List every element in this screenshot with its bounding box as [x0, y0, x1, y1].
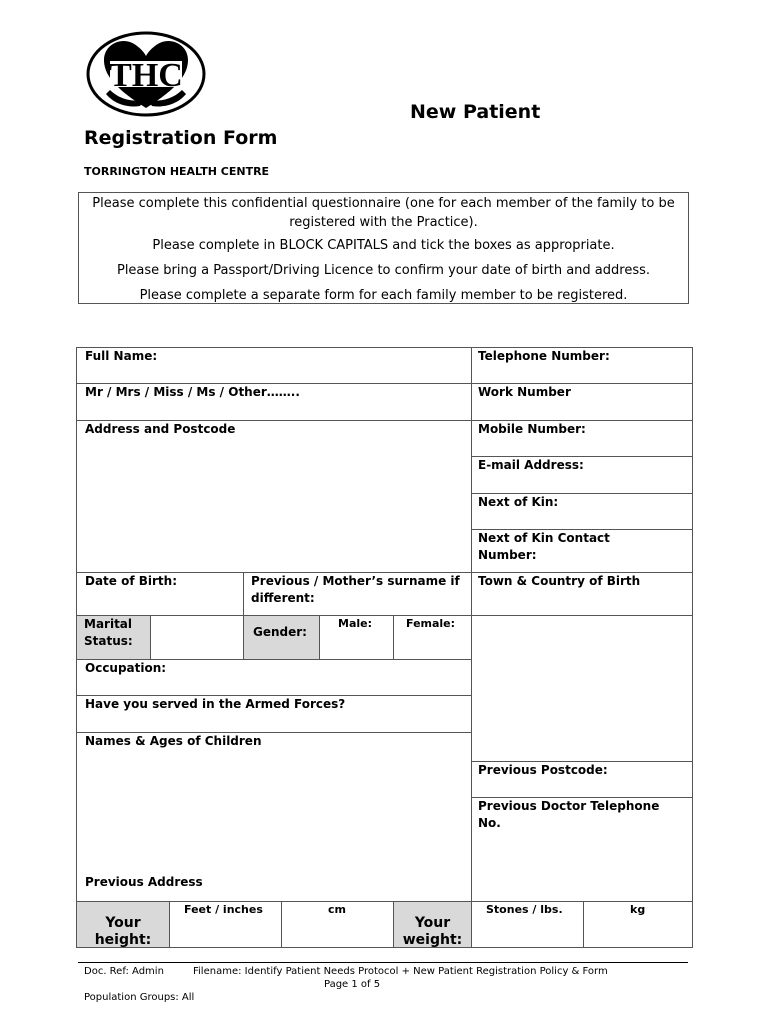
full-name-label: Full Name:: [85, 349, 158, 363]
previous-surname-label: Previous / Mother’s surname if different:: [251, 574, 460, 605]
previous-postcode-label: Previous Postcode:: [478, 763, 608, 777]
weight-kg-field[interactable]: [583, 901, 693, 948]
gender-label-cell: [243, 615, 320, 660]
dob-label: Date of Birth:: [85, 574, 178, 588]
marital-status-field[interactable]: [150, 615, 244, 660]
population-groups: Population Groups: All: [84, 992, 195, 1003]
title-field[interactable]: [76, 383, 472, 421]
address-label: Address and Postcode: [85, 422, 236, 436]
next-of-kin-contact-field[interactable]: [471, 529, 693, 573]
page-number: Page 1 of 5: [324, 979, 381, 990]
marital-status-label-cell: [76, 615, 151, 660]
cm-label: cm: [328, 903, 346, 916]
telephone-field[interactable]: [471, 347, 693, 384]
title-registration-form: Registration Form: [84, 127, 278, 149]
occupation-field[interactable]: [76, 659, 472, 696]
your-weight-label: Your weight:: [402, 915, 463, 948]
instruction-line-3: Please bring a Passport/Driving Licence to confirm your date of birth and address.: [116, 263, 651, 278]
children-label: Names & Ages of Children: [85, 734, 262, 748]
email-field[interactable]: [471, 456, 693, 494]
gender-label: Gender:: [253, 625, 307, 639]
stones-lbs-label: Stones / lbs.: [486, 903, 563, 916]
dob-field[interactable]: [76, 572, 244, 616]
next-of-kin-label: Next of Kin:: [478, 495, 559, 509]
address-field[interactable]: [76, 420, 472, 573]
previous-doctor-tel-label: Previous Doctor Telephone No.: [478, 799, 660, 830]
weight-stones-field[interactable]: [471, 901, 584, 948]
full-name-field[interactable]: [76, 347, 472, 384]
male-checkbox-cell[interactable]: [319, 615, 394, 660]
town-country-birth-field[interactable]: [471, 572, 693, 616]
female-label: Female:: [406, 617, 456, 630]
next-of-kin-field[interactable]: [471, 493, 693, 530]
title-new-patient: New Patient: [410, 101, 541, 123]
marital-status-label: Marital Status:: [84, 617, 133, 648]
telephone-label: Telephone Number:: [478, 349, 610, 363]
instructions-box: [78, 192, 689, 304]
doc-ref: Doc. Ref: Admin: [84, 966, 164, 977]
feet-inches-label: Feet / inches: [184, 903, 263, 916]
next-of-kin-contact-label: Next of Kin Contact Number:: [478, 531, 610, 562]
armed-forces-label: Have you served in the Armed Forces?: [85, 697, 346, 711]
height-label-cell: [76, 901, 170, 948]
male-label: Male:: [338, 617, 372, 630]
instruction-line-2: Please complete in BLOCK CAPITALS and tick the boxes as appropriate.: [152, 238, 615, 253]
centre-name: TORRINGTON HEALTH CENTRE: [84, 165, 270, 178]
instruction-line-4: Please complete a separate form for each family member to be registered.: [139, 288, 628, 303]
weight-label-cell: [393, 901, 472, 948]
town-country-birth-extra-cell[interactable]: [471, 615, 693, 762]
previous-postcode-field[interactable]: [471, 761, 693, 798]
work-number-field[interactable]: [471, 383, 693, 421]
work-number-label: Work Number: [478, 385, 571, 399]
town-country-birth-label: Town & Country of Birth: [478, 574, 641, 588]
armed-forces-field[interactable]: [76, 695, 472, 733]
mobile-label: Mobile Number:: [478, 422, 586, 436]
previous-surname-field[interactable]: [243, 572, 472, 616]
height-cm-field[interactable]: [281, 901, 394, 948]
filename: Filename: Identify Patient Needs Protocol + New Patient Registration Policy & Form: [193, 966, 608, 977]
previous-address-label: Previous Address: [85, 875, 203, 889]
instruction-line-1: Please complete this confidential questionnaire (one for each member of the family to be registered with the Practice).: [92, 196, 675, 230]
height-feet-field[interactable]: [169, 901, 282, 948]
mobile-field[interactable]: [471, 420, 693, 457]
kg-label: kg: [630, 903, 646, 916]
logo-text: THC: [109, 57, 183, 94]
footer-divider: [78, 962, 688, 963]
your-height-label: Your height:: [94, 915, 152, 948]
occupation-label: Occupation:: [85, 661, 167, 675]
thc-logo: [84, 30, 208, 120]
title-options-label: Mr / Mrs / Miss / Ms / Other……..: [85, 385, 300, 399]
children-field[interactable]: [76, 732, 472, 902]
female-checkbox-cell[interactable]: [393, 615, 472, 660]
previous-doctor-tel-field[interactable]: [471, 797, 693, 902]
email-label: E-mail Address:: [478, 458, 584, 472]
